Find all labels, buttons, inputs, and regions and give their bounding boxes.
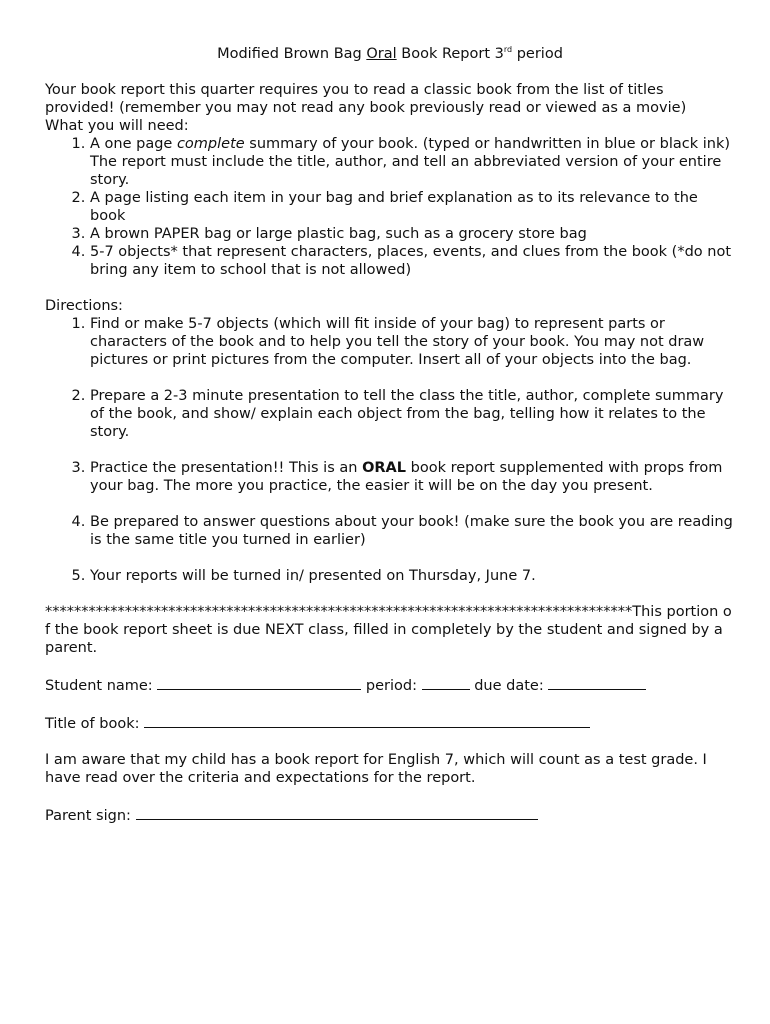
needs-item-2: 2. A page listing each item in your bag and brief explanation as to its relevance to the book [90,189,735,225]
separator-text: This portion of the book report sheet is due NEXT class, filled in completely by the student and signed by a parent. [45,604,732,656]
title-text-mid: Book Report 3 [396,46,504,62]
due-date-field[interactable] [548,675,646,690]
book-title-field[interactable] [144,713,590,728]
intro-paragraph: Your book report this quarter requires you to read a classic book from the list of titles provided! (remember you may not read any book previously read or viewed as a movie) [45,82,687,116]
direction-item-2: 2. Prepare a 2-3 minute presentation to tell the class the title, author, complete summary of the book, and show/ explain each object from the bag, telling how it relates to the story. [90,387,735,441]
book-title-line [45,713,735,733]
needs-item-1 [90,135,735,189]
needs-item-3: 3. A brown PAPER bag or large plastic bag, such as a grocery store bag [90,225,735,243]
student-name-label: Student name: [45,678,158,694]
student-info-line [45,675,735,695]
document-title [45,45,735,63]
period-label: period: [361,678,422,694]
period-field[interactable] [422,675,470,690]
direction-item-3-post: book report supplemented with props from your bag. The more you practice, the easier it will be on the day you present. [90,460,723,494]
direction-item-5: 5. Your reports will be turned in/ presented on Thursday, June 7. [90,567,735,585]
direction-item-3-bold: ORAL [362,460,407,476]
parent-sign-label: Parent sign: [45,808,136,824]
direction-item-1: 1. Find or make 5-7 objects (which will fit inside of your bag) to represent parts or characters of the book and to help you tell the story of your book. You may not draw pictures or print pictures from the computer. Insert all of your objects into the bag. [90,315,735,369]
parent-sign-field[interactable] [136,805,538,820]
directions-list [45,315,735,585]
separator-stars: ********************************************************************************* [45,604,633,620]
book-title-label: Title of book: [45,716,145,732]
student-name-field[interactable] [157,675,361,690]
direction-item-4: 4. Be prepared to answer questions about your book! (make sure the book you are reading is the same title you turned in earlier) [90,513,735,549]
direction-item-3-pre: Practice the presentation!! This is an [90,460,363,476]
needs-heading: What you will need: [45,118,189,134]
directions-heading: Directions: [45,298,123,314]
direction-item-3 [90,459,735,495]
due-date-label: due date: [469,678,549,694]
title-superscript: rd [503,45,513,54]
parent-awareness-text: I am aware that my child has a book report for English 7, which will count as a test grade. I have read over the criteria and expectations for the report. [45,752,707,786]
needs-item-1-pre: A one page [90,136,177,152]
needs-item-1-post: summary of your book. (typed or handwritten in blue or black ink) The report must include the title, author, and tell an abbreviated version of your entire story. [90,136,730,188]
needs-list [45,135,735,279]
needs-item-4: 4. 5-7 objects* that represent characters, places, events, and clues from the book (*do not bring any item to school that is not allowed) [90,243,735,279]
separator-paragraph [45,603,735,657]
document-page [45,45,735,825]
needs-item-1-emphasis: complete [176,136,245,152]
parent-sign-line [45,805,735,825]
title-text-start: Modified Brown Bag [217,46,367,62]
title-underlined-oral: Oral [366,46,397,62]
title-text-end: period [512,46,563,62]
